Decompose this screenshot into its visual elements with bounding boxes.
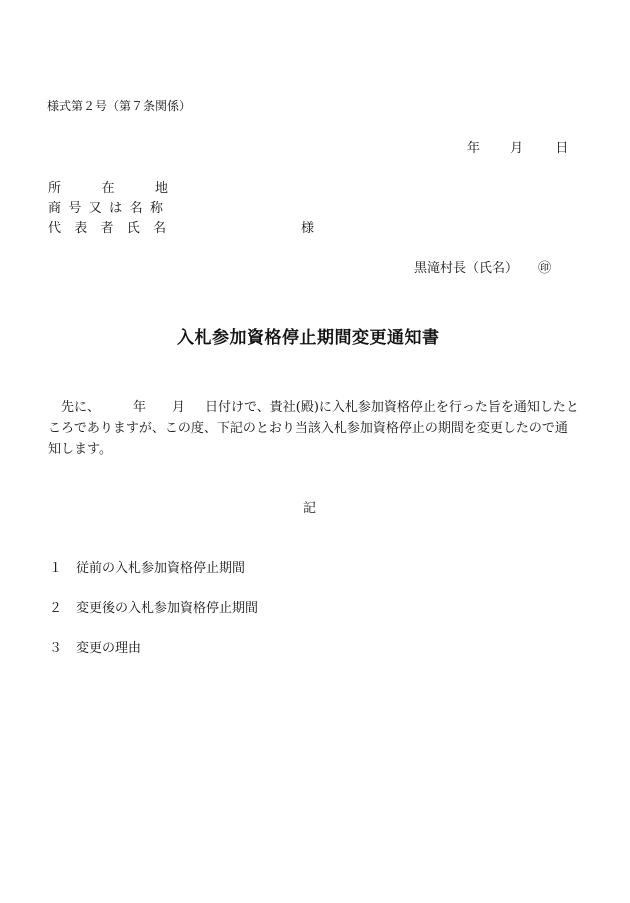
label-char: 地 <box>154 181 168 196</box>
list-item <box>49 557 245 576</box>
ki-heading: 記 <box>303 501 317 516</box>
body-month: 月 <box>172 400 186 415</box>
label-char: 代 <box>48 221 62 236</box>
body-main: 日付けで、貴社(殿)に入札参加資格停止を行った旨を通知したところでありますが、この度、下記のとおり当該入札参加資格停止の期間を変更したので通知します。 <box>48 400 579 457</box>
seal-mark: ㊞ <box>538 261 552 276</box>
body-intro: 先に、 <box>61 400 101 415</box>
label-char: 商 <box>48 201 62 216</box>
label-char: は <box>109 201 123 216</box>
date-year: 年 <box>467 141 481 156</box>
document-title: 入札参加資格停止期間変更通知書 <box>177 328 440 348</box>
notice-body <box>48 397 580 460</box>
item-text: 変更の理由 <box>76 641 142 656</box>
honorific-sama: 様 <box>301 221 315 236</box>
list-item <box>49 597 258 616</box>
list-item <box>49 637 141 656</box>
label-char: 又 <box>88 201 102 216</box>
date-day: 日 <box>555 141 569 156</box>
label-char: 表 <box>74 221 88 236</box>
sender-name <box>414 257 551 276</box>
item-number: １ <box>49 561 63 576</box>
item-text: 従前の入札参加資格停止期間 <box>76 561 246 576</box>
item-number: ２ <box>49 601 63 616</box>
label-char: 所 <box>48 181 62 196</box>
label-char: 称 <box>149 201 163 216</box>
item-number: ３ <box>49 641 63 656</box>
recipient-representative-label <box>48 217 166 236</box>
label-char: 名 <box>152 221 166 236</box>
label-char: 在 <box>101 181 115 196</box>
label-char: 号 <box>68 201 82 216</box>
label-char: 者 <box>100 221 114 236</box>
mayor-title: 黒滝村長（氏名） <box>414 261 519 276</box>
form-number: 様式第２号（第７条関係） <box>47 99 192 113</box>
recipient-tradename-label <box>48 197 163 216</box>
label-char: 名 <box>129 201 143 216</box>
item-text: 変更後の入札参加資格停止期間 <box>76 601 259 616</box>
date-line <box>467 137 568 156</box>
label-char: 氏 <box>126 221 140 236</box>
date-month: 月 <box>510 141 524 156</box>
body-year: 年 <box>133 400 147 415</box>
recipient-address-label <box>48 177 168 196</box>
